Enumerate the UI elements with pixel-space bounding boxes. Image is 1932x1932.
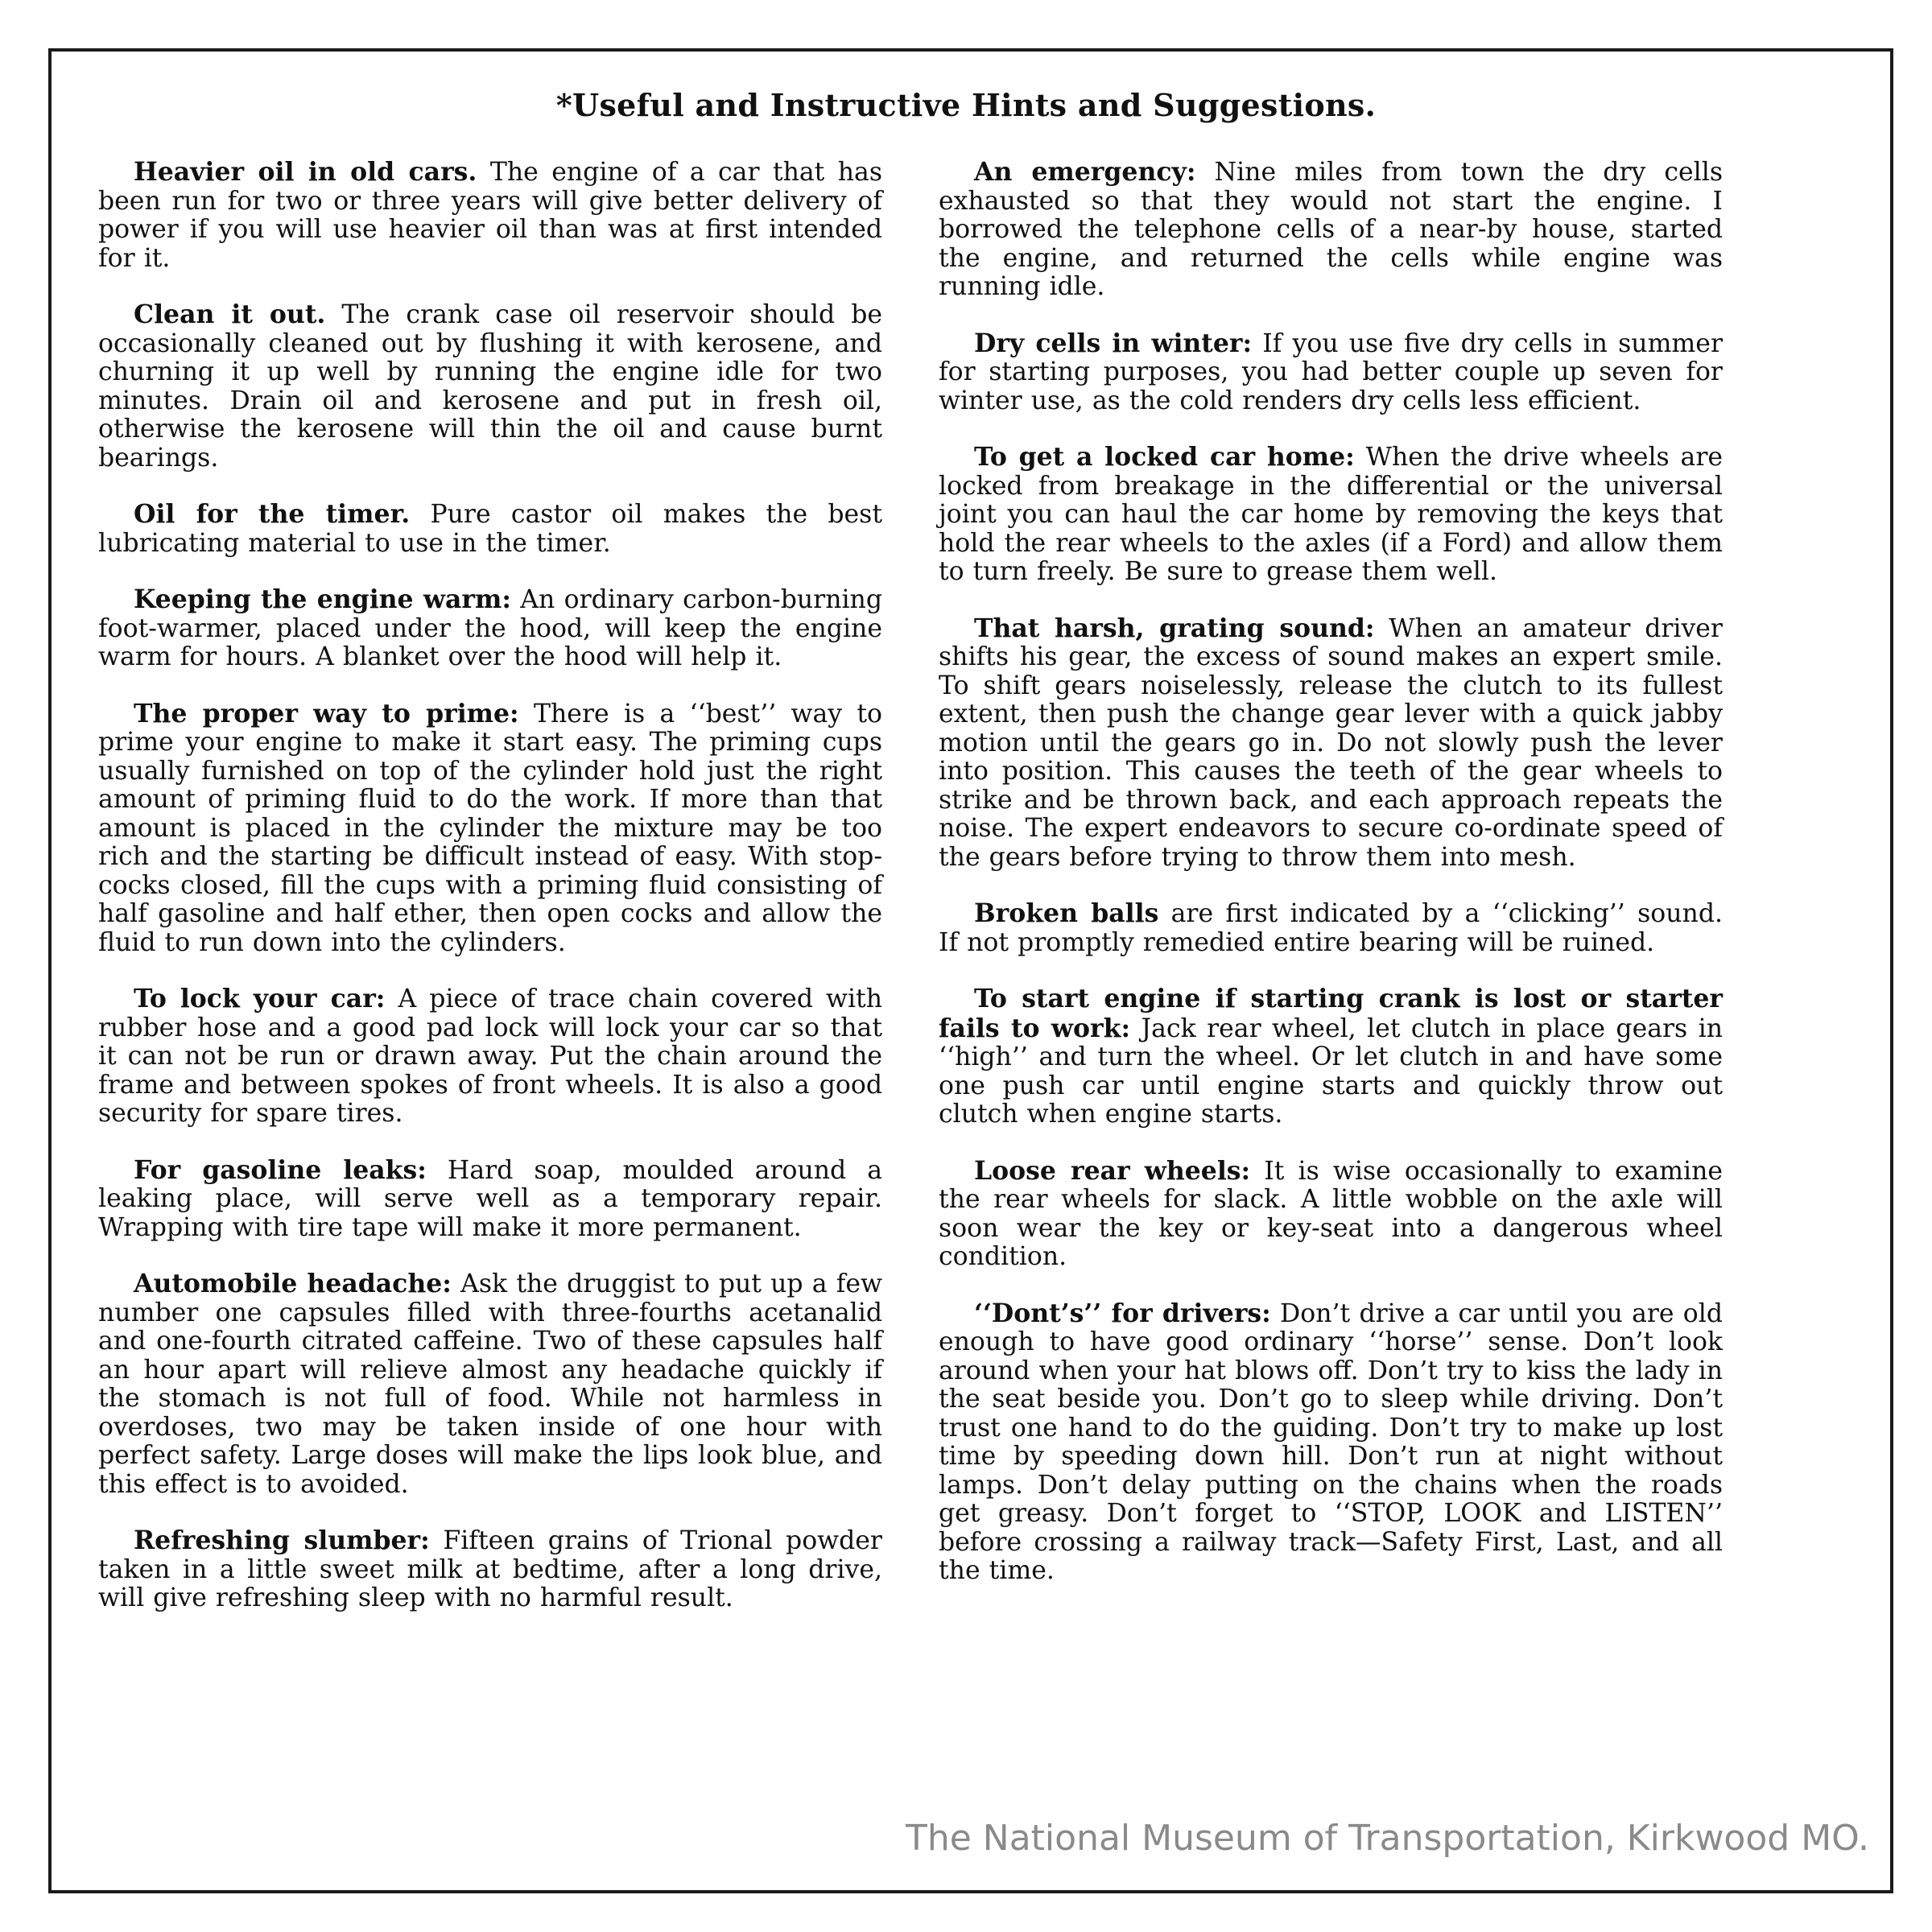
hint-text: Pure castor oil makes the best lubricating material to use in the timer.: [98, 500, 882, 558]
hint-heading: That harsh, grating sound:: [974, 613, 1375, 643]
hint-paragraph: [98, 500, 882, 558]
hint-paragraph: [939, 985, 1723, 1129]
museum-watermark: The National Museum of Transportation, Kirkwood MO.: [905, 1818, 1869, 1859]
hint-paragraph: [939, 899, 1723, 957]
hint-heading: Oil for the timer.: [134, 499, 411, 529]
hint-paragraph: [98, 1269, 882, 1499]
hint-paragraph: [939, 614, 1723, 873]
left-column: [98, 158, 882, 1641]
hint-heading: To get a locked car home:: [974, 442, 1355, 472]
hint-text: If you use five dry cells in summer for starting purposes, you had better couple up seven for winter use, as the cold renders dry cells less efficient.: [939, 328, 1724, 415]
hint-paragraph: [98, 300, 882, 473]
hint-text: are first indicated by a ‘‘clicking’’ sound. If not promptly remedied entire bearing will be ruined.: [939, 899, 1723, 957]
hint-heading: To lock your car:: [134, 984, 386, 1013]
hint-paragraph: [98, 158, 882, 273]
hint-heading: ‘‘Dont’s’’ for drivers:: [974, 1298, 1271, 1328]
hint-paragraph: [98, 700, 882, 958]
hint-text: Hard soap, moulded around a leaking place, will serve well as a temporary repair. Wrapping with tire tape will make it more permanent.: [98, 1155, 883, 1242]
hint-paragraph: [98, 1156, 882, 1243]
hint-text: There is a ‘‘best’’ way to prime your engine to make it start easy. The priming cups usually furnished on top of the cylinder hold just the right amount of priming fluid to do the work. If more than that amount is placed in the cylinder the mixture may be too rich and the starting be difficult instead of easy. With stop-cocks closed, fill the cups with a priming fluid consisting of half gasoline and half ether, then open cocks and allow the fluid to run down into the cylinders.: [98, 699, 883, 957]
hint-heading: To start engine if starting crank is lost or starter fails to work:: [939, 984, 1723, 1043]
hint-paragraph: [98, 585, 882, 672]
hint-heading: Broken balls: [974, 898, 1159, 928]
hint-text: Nine miles from town the dry cells exhausted so that they would not start the engine. I borrowed the telephone cells of a near-by house, started the engine, and returned the cells while engine was running idle.: [939, 158, 1723, 301]
hint-paragraph: [98, 1526, 882, 1613]
hint-text: The engine of a car that has been run for two or three years will give better delivery of power if you will use heavier oil than was at first intended for it.: [98, 158, 883, 273]
hint-paragraph: [939, 1157, 1723, 1272]
hint-heading: The proper way to prime:: [134, 698, 519, 729]
hint-text: Fifteen grains of Trional powder taken in a little sweet milk at bedtime, after a long drive, will give refreshing sleep with no harmful result.: [98, 1526, 882, 1612]
hint-text: It is wise occasionally to examine the rear wheels for slack. A little wobble on the axle will soon wear the key or key-seat into a dangerous wheel condition.: [939, 1156, 1724, 1271]
hint-paragraph: [939, 329, 1723, 416]
hint-heading: Automobile headache:: [134, 1269, 452, 1298]
hint-heading: Clean it out.: [134, 299, 326, 329]
hint-paragraph: [98, 985, 882, 1129]
hint-text: An ordinary carbon-burning foot-warmer, placed under the hood, will keep the engine warm for hours. A blanket over the hood will help it.: [98, 585, 883, 671]
hint-paragraph: [939, 443, 1723, 587]
hint-heading: Keeping the engine warm:: [134, 584, 511, 614]
hint-heading: Refreshing slumber:: [134, 1525, 430, 1555]
hint-text: Jack rear wheel, let clutch in place gears in ‘‘high’’ and turn the wheel. Or let clutch in and have some one push car until engine starts and quickly throw out clutch when engine starts.: [939, 1013, 1723, 1129]
hint-heading: Dry cells in winter:: [974, 328, 1253, 358]
hint-paragraph: [939, 1299, 1723, 1586]
hint-heading: For gasoline leaks:: [134, 1154, 427, 1185]
hint-paragraph: [939, 158, 1723, 302]
hint-text: A piece of trace chain covered with rubber hose and a good pad lock will lock your car so that it can not be run or drawn away. Put the chain around the frame and between spokes of front wheels. It is also a good security for spare tires.: [98, 985, 883, 1128]
hint-text: When an amateur driver shifts his gear, the excess of sound makes an expert smile. To shift gears noiselessly, release the clutch to its fullest extent, then push the change gear lever with a quick jabby motion until the gears go in. Do not slowly push the lever into position. This causes the teeth of the gear wheels to strike and be thrown back, and each approach repeats the noise. The expert endeavors to secure co-ordinate speed of the gears before trying to throw them into mesh.: [939, 613, 1723, 872]
right-column: [939, 158, 1723, 1613]
hint-text: The crank case oil reservoir should be occasionally cleaned out by flushing it with kerosene, and churning it up well by running the engine idle for two minutes. Drain oil and kerosene and put in fresh oil, otherwise the kerosene will thin the oil and cause burnt bearings.: [98, 300, 882, 473]
hint-heading: Heavier oil in old cars.: [134, 157, 477, 187]
hint-heading: Loose rear wheels:: [974, 1155, 1251, 1186]
hint-text: Don’t drive a car until you are old enough to have good ordinary ‘‘horse’’ sense. Don’t look around when your hat blows off. Don’t try to kiss the lady in the seat beside you. Don’t go to sleep while driving. Don’t trust one hand to do the guiding. Don’t try to make up lost time by speeding down hill. Don’t run at night without lamps. Don’t delay putting on the chains when the roads get greasy. Don’t forget to ‘‘STOP, LOOK and LISTEN’’ before crossing a railway track—Safety First, Last, and all the time.: [939, 1298, 1723, 1585]
page-title: *Useful and Instructive Hints and Suggestions.: [555, 87, 1377, 123]
hint-text: When the drive wheels are locked from breakage in the differential or the universal joint you can haul the car home by removing the keys that hold the rear wheels to the axles (if a Ford) and allow them to turn freely. Be sure to grease them well.: [939, 443, 1724, 586]
hint-text: Ask the druggist to put up a few number one capsules filled with three-fourths acetanalid and one-fourth citrated caffeine. Two of these capsules half an hour apart will relieve almost any headache quickly if the stomach is not full of food. While not harmless in overdoses, two may be taken inside of one hour with perfect safety. Large doses will make the lips look blue, and this effect is to avoided.: [98, 1269, 883, 1499]
hint-heading: An emergency:: [974, 157, 1196, 187]
